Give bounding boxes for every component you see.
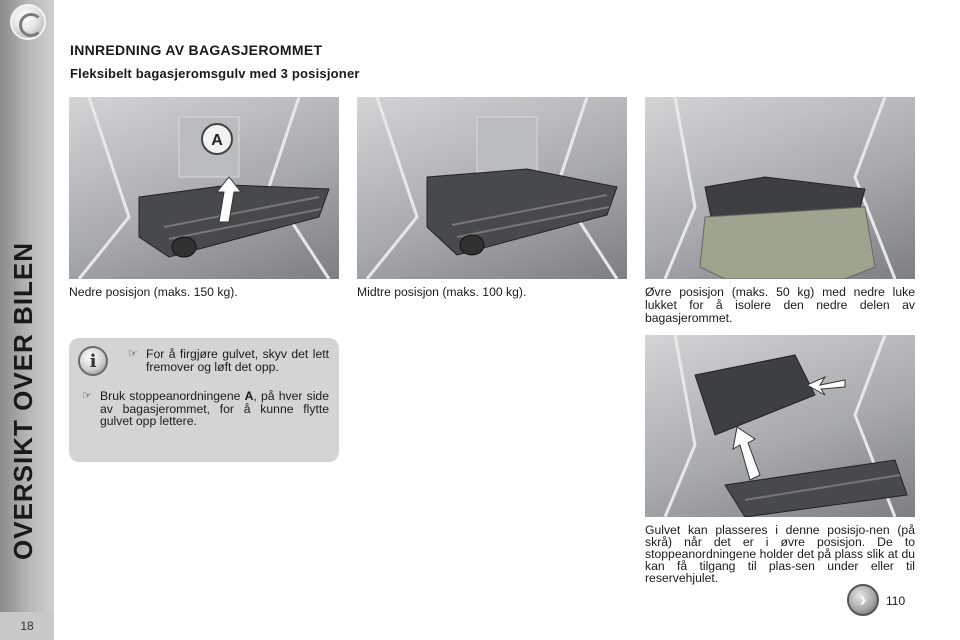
chevron-right-icon[interactable]: › (847, 584, 879, 616)
trunk-illustration-upper (645, 97, 915, 279)
marker-a-label: A (211, 132, 223, 149)
brand-logo-icon (10, 4, 46, 40)
caption-tilted-position: Gulvet kan plasseres i denne posisjo-nen (på skrå) når det er i øvre posisjon. De to stoppeanordningene holder det på plass slik at du kan få tilgang til plas-sen under eller til reservehjulet. (645, 523, 915, 585)
marker-a-ref: A (244, 389, 254, 403)
bullet-hand-icon: ☞ (128, 348, 138, 360)
trunk-illustration-lower (69, 97, 339, 279)
figure-upper-position (645, 97, 915, 279)
info-bullet-1: ☞ For å firgjøre gulvet, skyv det lett fremover og løft det opp. (128, 347, 329, 374)
side-tab (0, 0, 54, 640)
page-title: INNREDNING AV BAGASJEROMMET (70, 42, 323, 58)
figure-tilted-position (645, 335, 915, 517)
caption-lower-position: Nedre posisjon (maks. 150 kg). (69, 285, 238, 299)
page-number: 18 (0, 612, 54, 640)
section-title: OVERSIKT OVER BILEN (8, 241, 38, 560)
caption-middle-position: Midtre posisjon (maks. 100 kg). (357, 285, 527, 299)
page-subtitle: Fleksibelt bagasjeromsgulv med 3 posisjoner (70, 66, 360, 81)
info-icon: i (78, 346, 108, 376)
trunk-illustration-tilted (645, 335, 915, 517)
info-bullet-2: ☞ Bruk stoppeanordningene A, på hver side av bagasjerommet, for å kunne flytte gulvet opp lettere. (82, 389, 329, 428)
figure-lower-position (69, 97, 339, 279)
reference-page-number[interactable]: 110 (886, 594, 906, 608)
bullet-hand-icon: ☞ (82, 390, 92, 402)
info-box (69, 338, 339, 462)
trunk-illustration-middle (357, 97, 627, 279)
caption-upper-position: Øvre posisjon (maks. 50 kg) med nedre luke lukket for å isolere den nedre delen av bagasjerommet. (645, 285, 915, 325)
figure-middle-position (357, 97, 627, 279)
